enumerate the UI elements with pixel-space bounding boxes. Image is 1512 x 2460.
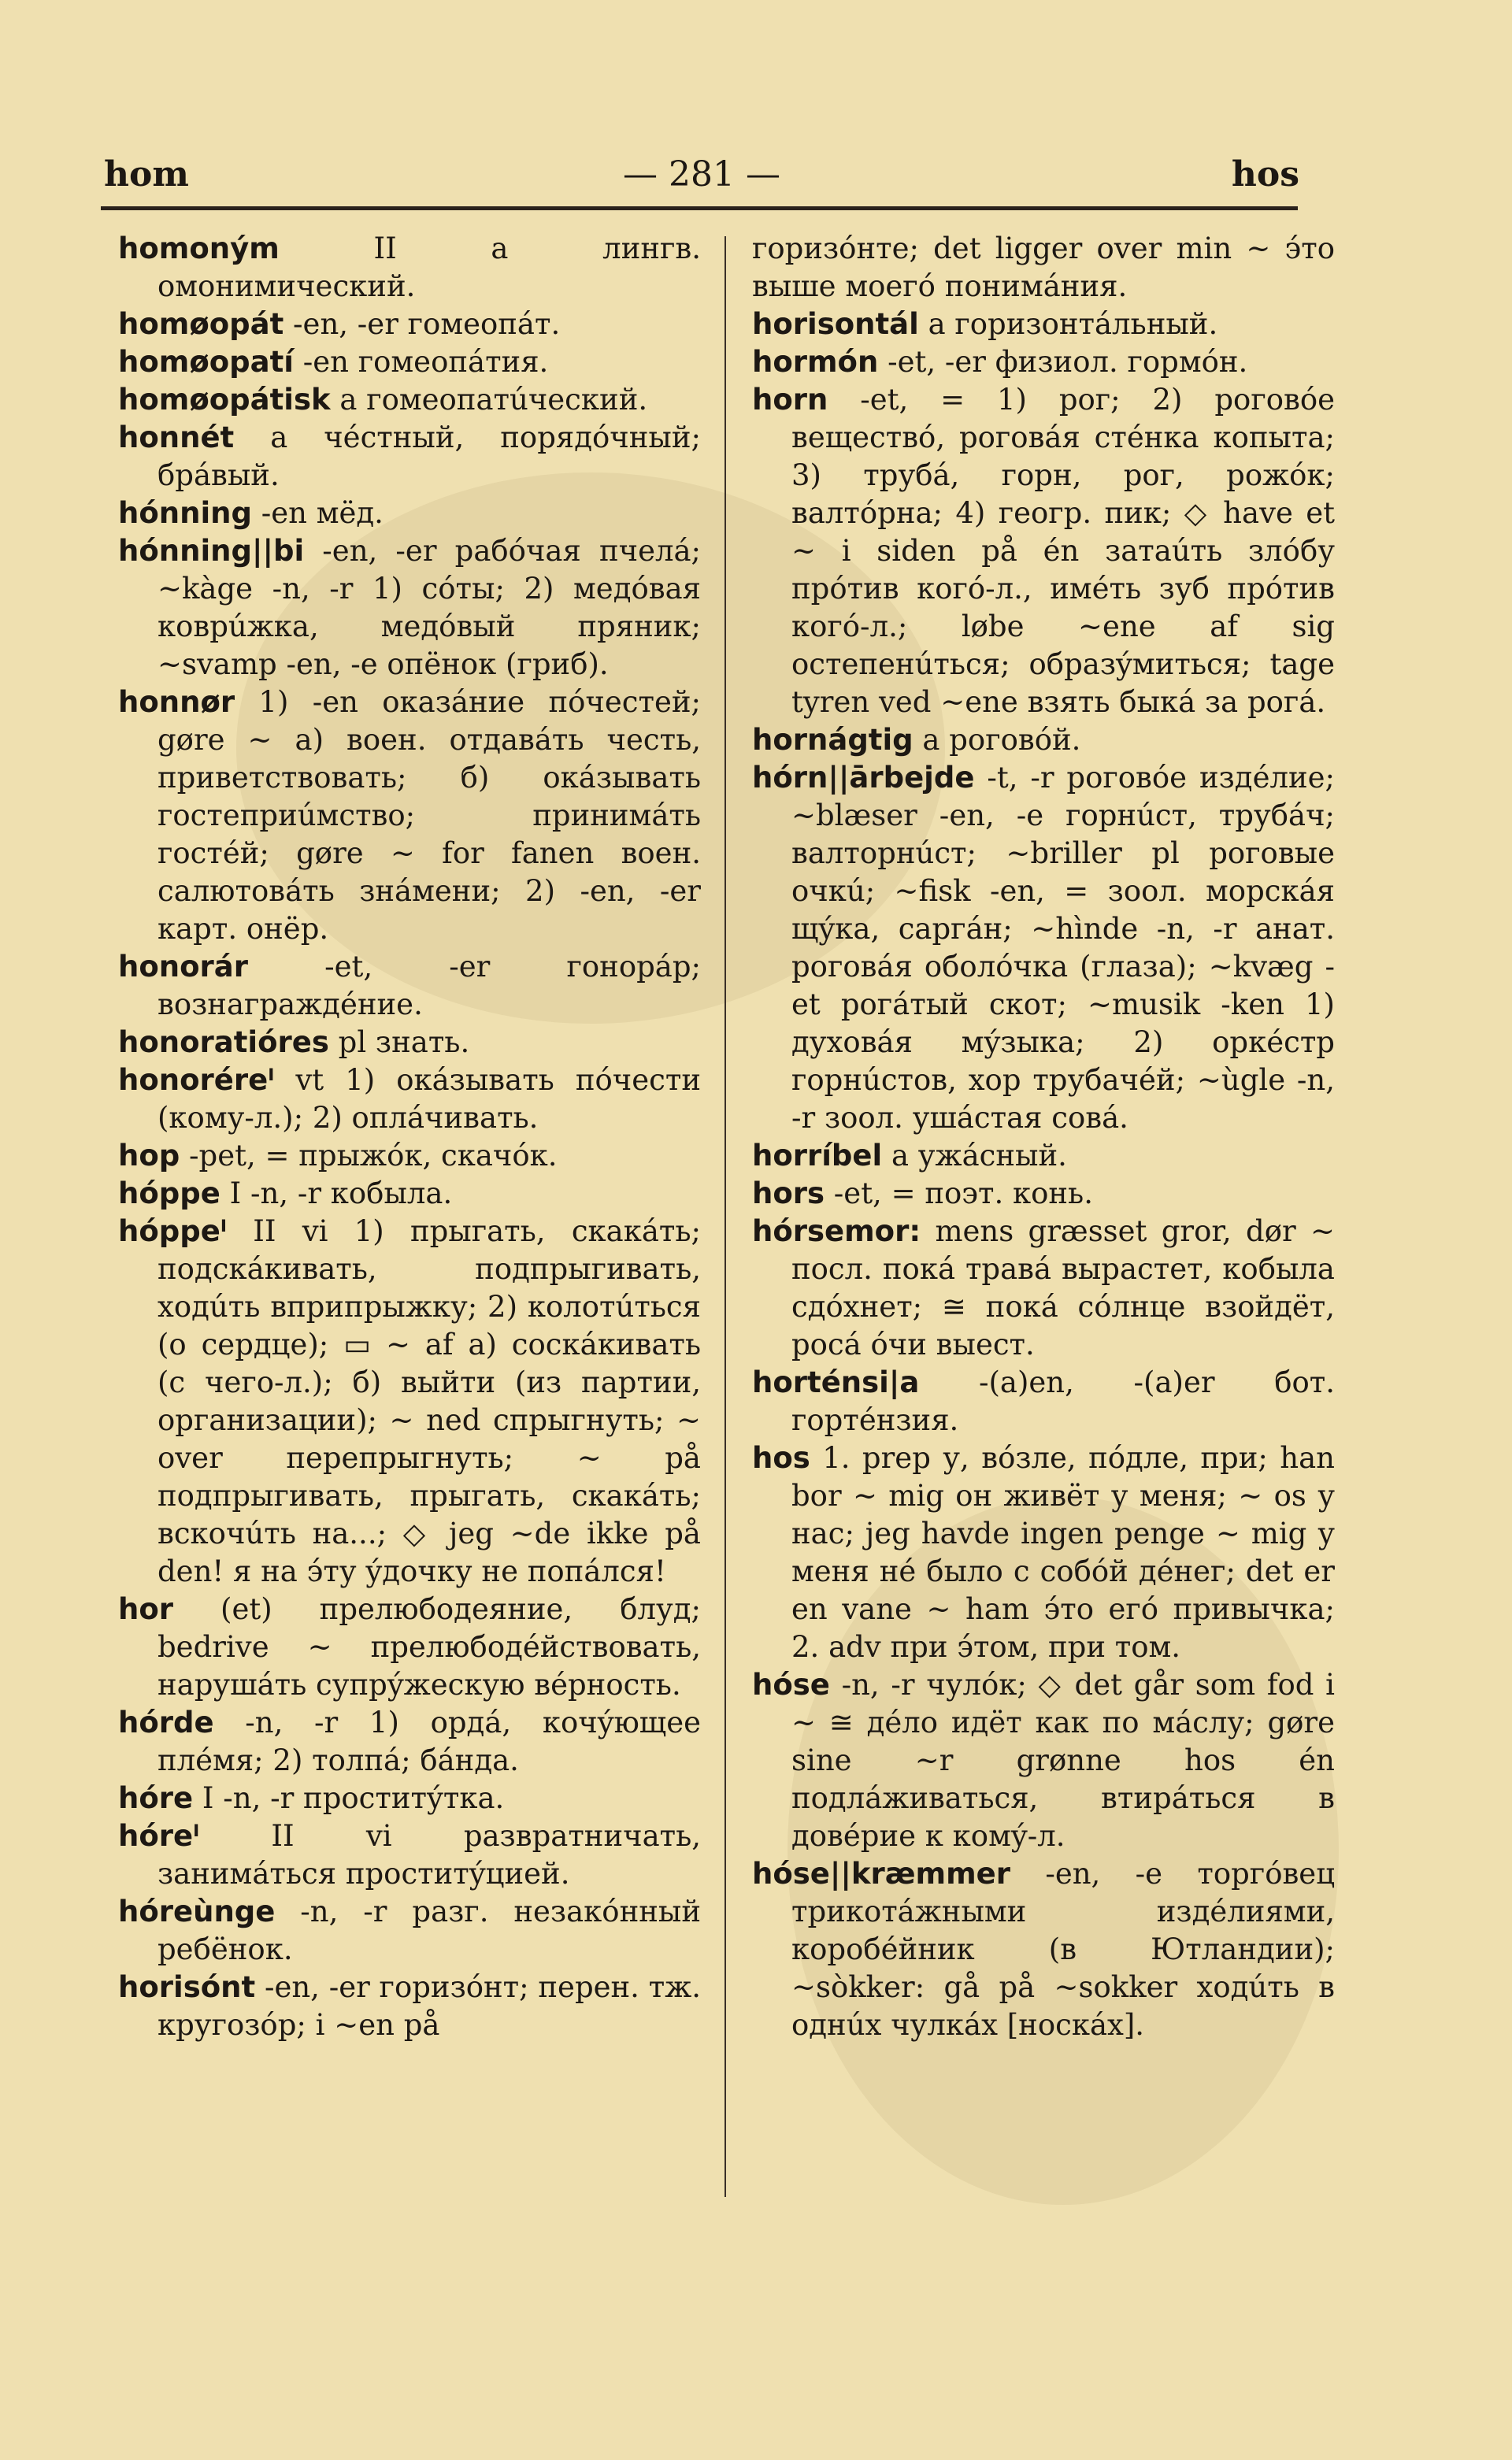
- dictionary-entry: [118, 1893, 701, 1969]
- entry-headword: hos: [752, 1441, 810, 1475]
- entry-headword: hop: [118, 1139, 180, 1173]
- dictionary-entry: [752, 230, 1335, 306]
- dictionary-entry: [118, 230, 701, 306]
- dictionary-entry: [752, 381, 1335, 721]
- entry-headword: hóreˡ: [118, 1819, 200, 1853]
- entry-headword: honorár: [118, 950, 248, 984]
- entry-definition: -en, -er рабóчая пчелá; ~kàge -n, -r 1) сóты; 2) медóвая коврúжка, медóвый пряник; ~svamp -en, -e опёнок (гриб).: [158, 534, 701, 681]
- dictionary-entry: [118, 1213, 701, 1591]
- entry-definition: -en, -e торгóвец трикотáжными издéлиями, коробéйник (в Ютландии); ~sòkker: gå på ~sokker ходúть в однúх чулкáх [носкáх].: [791, 1857, 1335, 2042]
- entry-definition: -en мёд.: [251, 496, 384, 530]
- dictionary-entry: [752, 343, 1335, 381]
- entry-definition: -et, -er гонорáр; вознаграждéние.: [158, 950, 701, 1021]
- entry-headword: homøopát: [118, 307, 284, 341]
- entry-headword: hórde: [118, 1706, 214, 1739]
- entry-definition: -n, -r 1) ордá, кочýющее плéмя; 2) толпá; бáнда.: [158, 1706, 701, 1777]
- dictionary-entry: [752, 1364, 1335, 1439]
- right-column: [752, 230, 1335, 2044]
- entry-definition: -t, -r роговóе издéлие; ~blæser -en, -e горнúст, трубáч; валторнúст; ~briller pl роговые очкú; ~fisk -en, = зоол. морскáя щýка, саргáн; ~hìnde -n, -r анат. роговáя оболóчка (глаза); ~kvæg -et рогáтый скот; ~musik -ken 1) духовáя мýзыка; 2) оркéстр горнúстов, хор трубачéй; ~ùgle -n, -r зоол. ушáстая совá.: [791, 761, 1335, 1135]
- dictionary-entry: [752, 1666, 1335, 1855]
- left-column: [118, 230, 701, 2044]
- entry-definition: a ужáсный.: [882, 1139, 1067, 1173]
- dictionary-entry: [118, 684, 701, 948]
- entry-definition: горизóнте; det ligger over min ~ э́то выше моегó понимáния.: [752, 232, 1335, 303]
- entry-headword: hórsemor:: [752, 1214, 921, 1248]
- dictionary-entry: [118, 1061, 701, 1137]
- dictionary-entry: [118, 1591, 701, 1704]
- dictionary-entry: [118, 1817, 701, 1893]
- dictionary-entry: [118, 532, 701, 684]
- entry-headword: honnét: [118, 420, 235, 454]
- entry-headword: honoréreˡ: [118, 1063, 275, 1097]
- dictionary-entry: [118, 948, 701, 1024]
- entry-headword: horn: [752, 383, 828, 417]
- entry-definition: -en, -er гомеопáт.: [284, 307, 561, 341]
- entry-definition: pl знать.: [328, 1025, 470, 1059]
- dictionary-entry: [118, 343, 701, 381]
- entry-definition: a гомеопатúческий.: [330, 383, 648, 417]
- entry-definition: -n, -r чулóк; ◇ det går som fod i ~ ≅ дéло идёт как по мáслу; gøre sine ~r grønne hos én подлáживаться, втирáться в довéрие к комý-л.: [791, 1668, 1335, 1853]
- entry-definition: -et, -er физиол. гормóн.: [878, 345, 1248, 379]
- entry-headword: hóppe: [118, 1176, 220, 1210]
- dictionary-entry: [752, 1137, 1335, 1175]
- entry-definition: II vi 1) прыгать, скакáть; подскáкивать, подпрыгивать, ходúть вприпрыжку; 2) колотúться (о сердце); ▭ ~ af а) соскáкивать (с чего-л.); б) выйти (из партии, организации); ~ ned спрыгнуть; ~ over перепрыгнуть; ~ på подпрыгивать, прыгать, скакáть; вскочúть на...; ◇ jeg ~de ikke på den! я на э́ту ýдочку не попáлся!: [158, 1214, 701, 1588]
- entry-headword: horisontál: [752, 307, 919, 341]
- entry-headword: hóre: [118, 1781, 194, 1815]
- dictionary-entry: [118, 1137, 701, 1175]
- entry-headword: hornágtig: [752, 723, 914, 757]
- entry-definition: -en, -er горизóнт; перен. тж. кругозóр; i ~en på: [158, 1970, 701, 2042]
- dictionary-entry: [118, 1969, 701, 2044]
- entry-definition: a чéстный, порядóчный; брáвый.: [158, 420, 701, 492]
- entry-headword: horisónt: [118, 1970, 256, 2004]
- entry-definition: mens græsset gror, dør ~ посл. покá травá вырастет, кобыла сдóхнет; ≅ покá сóлнце взойдёт, росá óчи выест.: [791, 1214, 1335, 1362]
- entry-definition: -et, = 1) рог; 2) роговóе веществó, роговáя стéнка копыта; 3) трубá, горн, рог, рожóк; валтóрна; 4) геогр. пик; ◇ have et ~ i siden på én затаúть злóбу прóтив когó-л., имéть зуб прóтив когó-л.; løbe ~ene af sig остепенúться; образýмиться; tage tyren ved ~ene взять быкá за рогá.: [791, 383, 1335, 719]
- header-rule: [101, 206, 1298, 210]
- dictionary-entry: [118, 1024, 701, 1061]
- dictionary-entry: [118, 1175, 701, 1213]
- page-number: — 281 —: [623, 154, 780, 195]
- dictionary-entry: [752, 759, 1335, 1137]
- guide-word-right: hos: [1231, 154, 1299, 195]
- entry-headword: homøopatí: [118, 345, 294, 379]
- entry-definition: (et) прелюбодеяние, блуд; bedrive ~ прелюбодéйствовать, нарушáть супрýжескую вéрность.: [158, 1592, 701, 1702]
- dictionary-entry: [118, 1704, 701, 1780]
- column-separator: [724, 236, 726, 2197]
- entry-headword: honnør: [118, 685, 235, 719]
- entry-headword: horríbel: [752, 1139, 883, 1173]
- entry-definition: -en гомеопáтия.: [293, 345, 549, 379]
- dictionary-entry: [752, 306, 1335, 343]
- entry-headword: hóse||kræmmer: [752, 1857, 1010, 1891]
- entry-headword: hóppeˡ: [118, 1214, 227, 1248]
- entry-definition: II vi развратничать, занимáться проститýцией.: [158, 1819, 701, 1891]
- entry-headword: hónning: [118, 496, 252, 530]
- entry-definition: 1) -en оказáние пóчестей; gøre ~ а) воен. отдавáть честь, приветствовать; б) окáзывать гостеприúмство; принимáть гостéй; gøre ~ for fanen воен. салютовáть знáмени; 2) -en, -er карт. онёр.: [158, 685, 701, 946]
- entry-headword: horténsi|a: [752, 1365, 920, 1399]
- guide-word-left: hom: [104, 154, 189, 195]
- entry-headword: hors: [752, 1176, 825, 1210]
- entry-definition: -pet, = прыжóк, скачóк.: [180, 1139, 558, 1173]
- entry-headword: honoratióres: [118, 1025, 329, 1059]
- dictionary-entry: [752, 1855, 1335, 2044]
- entry-headword: hormón: [752, 345, 879, 379]
- entry-headword: homøopátisk: [118, 383, 331, 417]
- entry-definition: vt 1) окáзывать пóчести (кому-л.); 2) оплáчивать.: [158, 1063, 701, 1135]
- dictionary-entry: [752, 1213, 1335, 1364]
- entry-definition: -et, = поэт. конь.: [825, 1176, 1093, 1210]
- dictionary-entry: [752, 721, 1335, 759]
- dictionary-entry: [118, 495, 701, 532]
- entry-headword: homoným: [118, 232, 280, 265]
- entry-definition: 1. prep у, вóзле, пóдле, при; han bor ~ mig он живёт у меня; ~ os у нас; jeg havde ingen penge ~ mig у меня нé было с собóй дéнег; det er en vane ~ ham э́то егó привычка; 2. adv при э́том, при том.: [791, 1441, 1335, 1664]
- running-head: [104, 154, 1299, 209]
- entry-headword: hónning||bi: [118, 534, 305, 568]
- dictionary-entry: [752, 1439, 1335, 1666]
- dictionary-entry: [118, 306, 701, 343]
- entry-definition: a роговóй.: [913, 723, 1081, 757]
- entry-definition: a горизонтáльный.: [918, 307, 1218, 341]
- entry-headword: hóreùnge: [118, 1895, 276, 1928]
- entry-definition: -(a)en, -(a)er бот. гортéнзия.: [791, 1365, 1335, 1437]
- entry-headword: hor: [118, 1592, 174, 1626]
- dictionary-entry: [752, 1175, 1335, 1213]
- entry-definition: -n, -r разг. незакóнный ребёнок.: [158, 1895, 701, 1966]
- dictionary-entry: [118, 419, 701, 495]
- entry-definition: I -n, -r кобыла.: [220, 1176, 453, 1210]
- entry-headword: hórn||ārbejde: [752, 761, 975, 795]
- entry-definition: II a лингв. омонимический.: [158, 232, 701, 303]
- entry-headword: hóse: [752, 1668, 830, 1702]
- entry-definition: I -n, -r проститýтка.: [193, 1781, 505, 1815]
- dictionary-entry: [118, 381, 701, 419]
- dictionary-entry: [118, 1780, 701, 1817]
